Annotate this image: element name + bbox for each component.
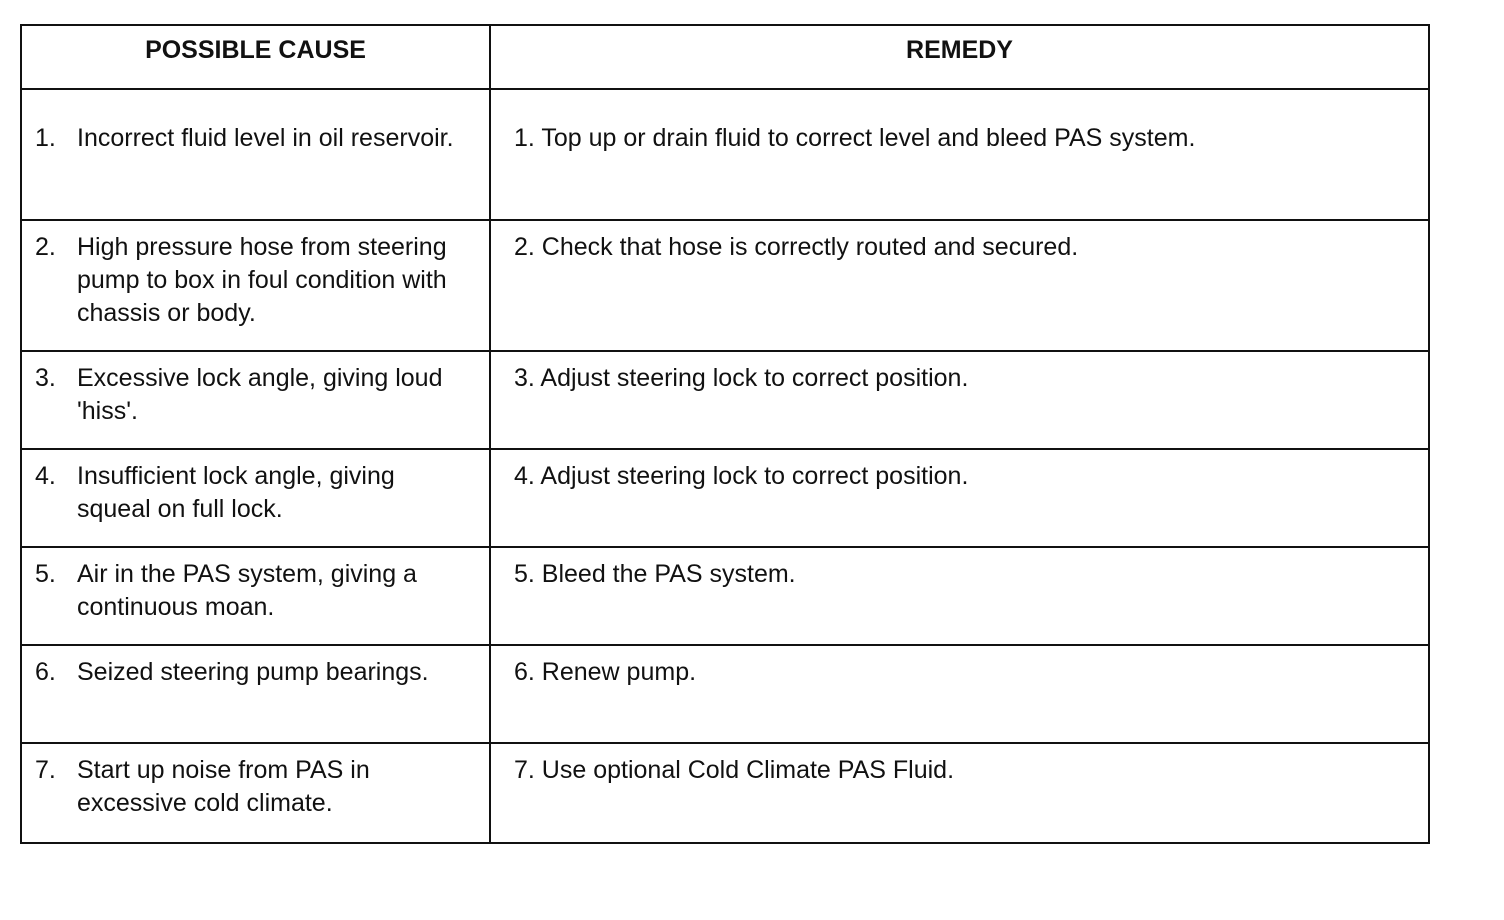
remedy-cell [490, 220, 1429, 351]
remedy-text: 7. Use optional Cold Climate PAS Fluid. [514, 756, 955, 784]
remedy-cell [490, 743, 1429, 843]
table-row [21, 547, 1429, 645]
remedy-text: 2. Check that hose is correctly routed and secured. [514, 233, 1079, 261]
cause-cell [21, 449, 490, 547]
remedy-cell [490, 351, 1429, 449]
cause-number: 1. [35, 124, 56, 152]
table-row [21, 743, 1429, 843]
cause-number: 3. [35, 364, 56, 392]
table-row [21, 645, 1429, 743]
cause-cell [21, 89, 490, 220]
cause-number: 5. [35, 560, 56, 588]
table-row [21, 220, 1429, 351]
remedy-cell [490, 645, 1429, 743]
cause-text: Start up noise from PAS in excessive cold climate. [77, 756, 370, 817]
cause-text: High pressure hose from steering pump to box in foul condition with chassis or body. [77, 233, 447, 327]
cause-text: Air in the PAS system, giving a continuous moan. [77, 560, 417, 621]
troubleshooting-table [20, 24, 1430, 844]
table-row [21, 449, 1429, 547]
cause-number: 7. [35, 756, 56, 784]
cause-text: Seized steering pump bearings. [77, 658, 429, 686]
remedy-cell [490, 547, 1429, 645]
cause-cell [21, 645, 490, 743]
header-row [21, 25, 1429, 89]
cause-cell [21, 743, 490, 843]
remedy-cell [490, 89, 1429, 220]
cause-cell [21, 220, 490, 351]
remedy-text: 5. Bleed the PAS system. [514, 560, 796, 588]
cause-text: Insufficient lock angle, giving squeal on full lock. [77, 462, 395, 523]
remedy-cell [490, 449, 1429, 547]
remedy-text: 3. Adjust steering lock to correct position. [514, 364, 969, 392]
cause-text: Excessive lock angle, giving loud 'hiss'. [77, 364, 443, 425]
cause-cell [21, 351, 490, 449]
cause-text: Incorrect fluid level in oil reservoir. [77, 124, 454, 152]
table-row [21, 89, 1429, 220]
table-row [21, 351, 1429, 449]
remedy-text: 1. Top up or drain fluid to correct level and bleed PAS system. [514, 124, 1196, 152]
cause-cell [21, 547, 490, 645]
cause-number: 4. [35, 462, 56, 490]
header-remedy: REMEDY [490, 25, 1429, 89]
cause-number: 6. [35, 658, 56, 686]
header-possible-cause: POSSIBLE CAUSE [21, 25, 490, 89]
remedy-text: 6. Renew pump. [514, 658, 697, 686]
remedy-text: 4. Adjust steering lock to correct position. [514, 462, 969, 490]
cause-number: 2. [35, 233, 56, 261]
